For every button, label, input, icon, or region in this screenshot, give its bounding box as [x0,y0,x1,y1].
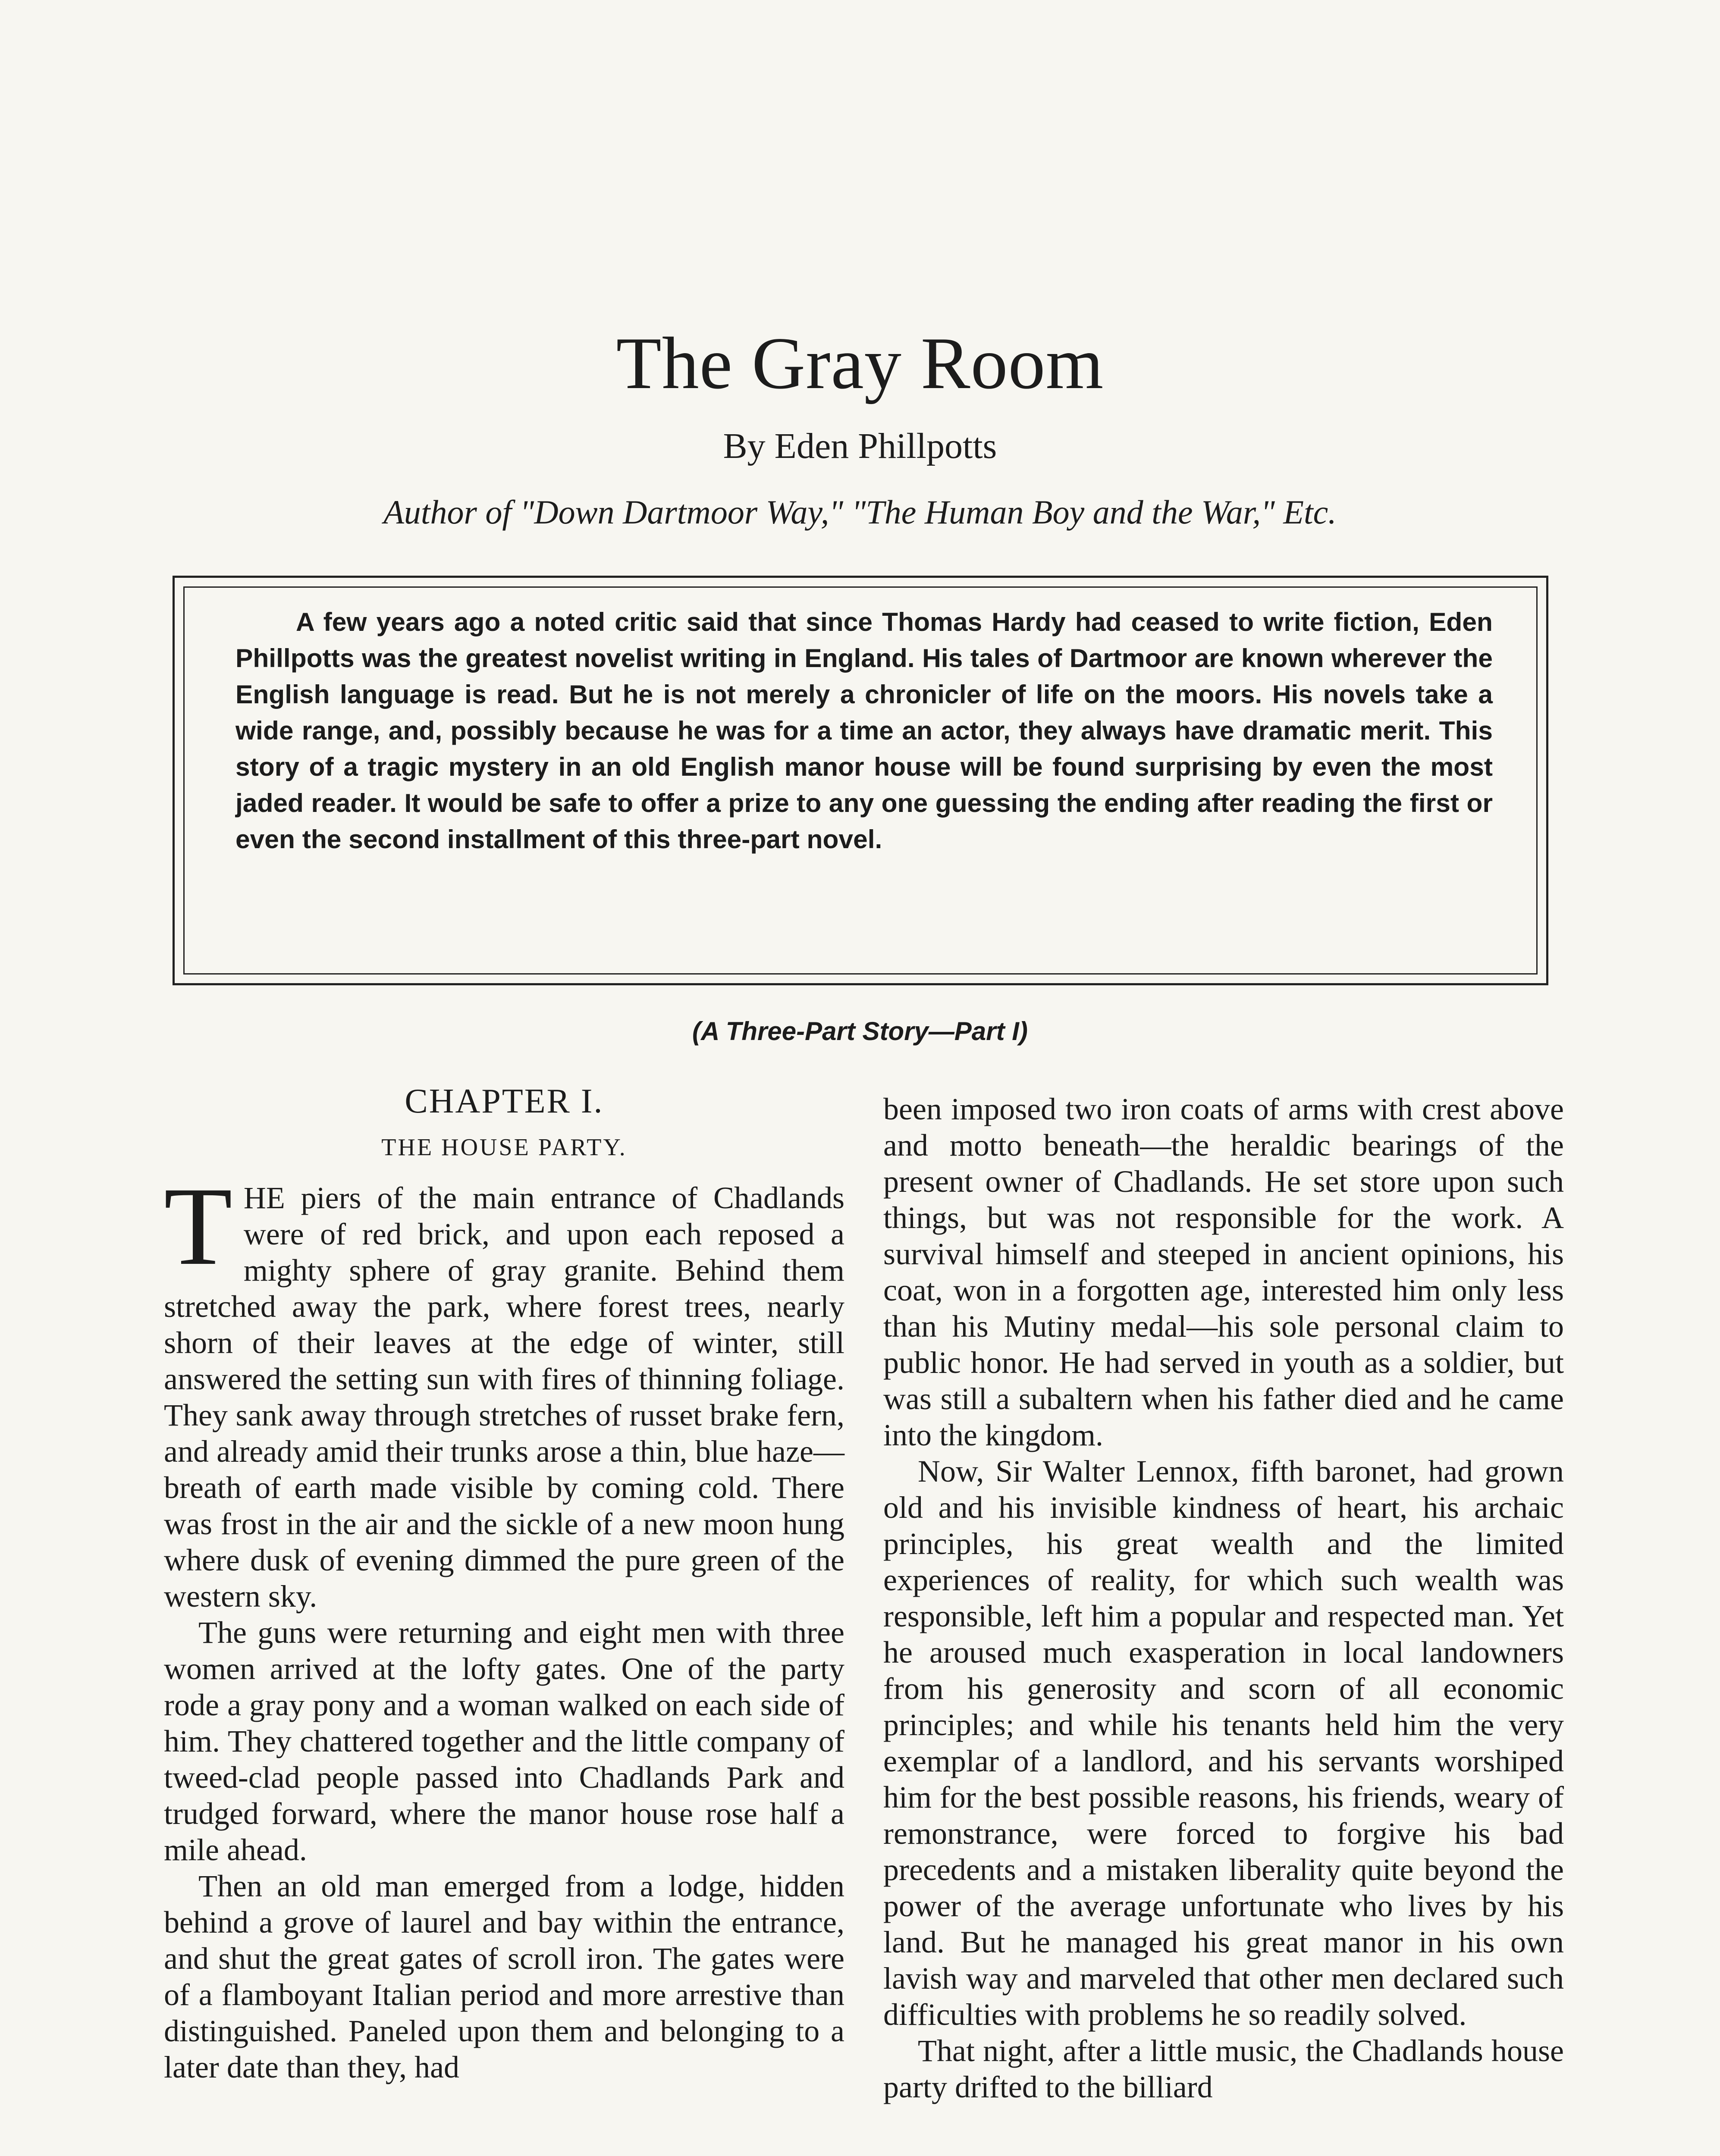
paragraph: been imposed two iron coats of arms with crest above and motto beneath—the heraldic bearings of the present owner of Chadlands. He set store upon such things, but was not responsible for the work. A survival himself and steeped in ancient opinions, his coat, won in a forgotten age, interested him only less than his Mutiny medal—his sole personal claim to public honor. He had served in youth as a soldier, but was still a subaltern when his father died and he came into the kingdom. [883,1092,1564,1452]
paragraph: Then an old man emerged from a lodge, hidden behind a grove of laurel and bay within the entrance, and shut the great gates of scroll iron. The gates were of a flamboyant Italian period and more arrestive than distinguished. Paneled upon them and belonging to a later date than they, had [164,1869,844,2084]
right-column [883,1091,1564,2105]
intro-blurb: A few years ago a noted critic said that since Thomas Hardy had ceased to write fiction, Eden Phillpotts was the greatest novelist writing in England. His tales of Dartmoor are known wherever the English language is read. But he is not merely a chronicler of life on the moors. His novels take a wide range, and, possibly because he was for a time an actor, they always have dramatic merit. This story of a tragic mystery in an old English manor house will be found surprising by even the most jaded reader. It would be safe to offer a prize to any one guessing the ending after reading the first or even the second installment of this three-part novel. [235,607,1493,854]
chapter-subheading: THE HOUSE PARTY. [381,1134,627,1161]
byline: By Eden Phillpotts [723,426,997,466]
paragraph: Now, Sir Walter Lennox, fifth baronet, had grown old and his invisible kindness of heart, his archaic principles, his great wealth and the limited experiences of reality, for which such wealth was responsible, left him a popular and respected man. Yet he aroused much exasperation in local landowners from his generosity and scorn of all economic principles; and while his tenants held him the very exemplar of a landlord, and his servants worshiped him for the best possible reasons, his friends, weary of remonstrance, were forced to forgive his bad precedents and a mistaken liberality quite beyond the power of the average unfortunate who lives by his land. But he managed his great manor in his own lavish way and marveled that other men declared such difficulties with problems he so readily solved. [883,1454,1564,2032]
paragraph-text: HE piers of the main entrance of Chadlands were of red brick, and upon each reposed a mighty sphere of gray granite. Behind them stretched away the park, where forest trees, nearly shorn of their leaves at the edge of winter, still answered the setting sun with fires of thinning foliage. They sank away through stretches of russet brake fern, and already amid their trunks arose a thin, blue haze—breath of earth made visible by coming cold. There was frost in the air and the sickle of a new moon hung where dusk of evening dimmed the pure green of the western sky. [164,1181,844,1614]
paragraph: That night, after a little music, the Chadlands house party drifted to the billiard [883,2034,1564,2104]
part-line: (A Three-Part Story—Part I) [692,1017,1028,1046]
left-column [164,1081,844,2085]
drop-cap: T [164,1164,232,1288]
story-title: The Gray Room [616,323,1104,404]
chapter-heading: CHAPTER I. [405,1082,604,1120]
paragraph [164,1164,844,1614]
author-credits: Author of "Down Dartmoor Way," "The Human Boy and the War," Etc. [383,493,1337,531]
paragraph: The guns were returning and eight men with three women arrived at the lofty gates. One of the party rode a gray pony and a woman walked on each side of him. They chattered together and the little company of tweed-clad people passed into Chadlands Park and trudged forward, where the manor house rose half a mile ahead. [164,1615,844,1867]
